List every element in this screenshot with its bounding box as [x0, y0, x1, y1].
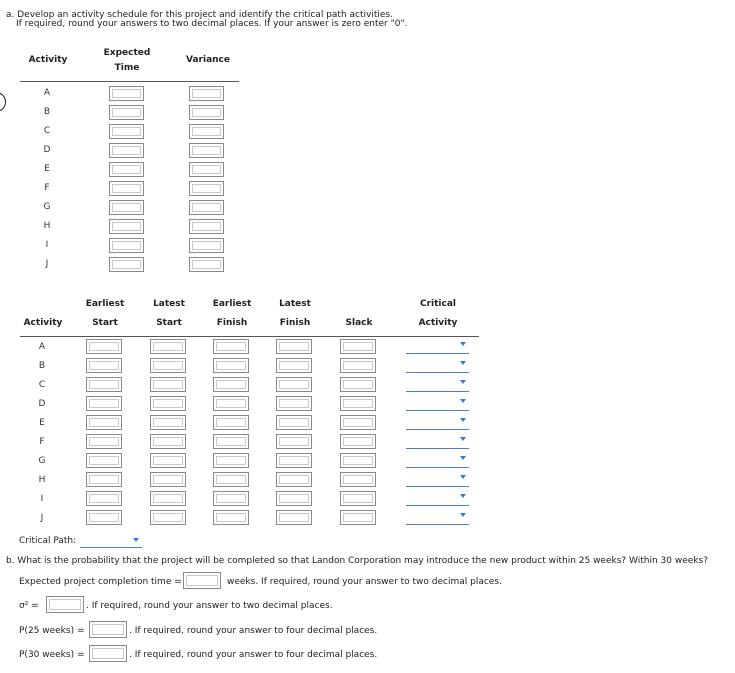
t2-activity-label: J	[40, 513, 44, 523]
t2-latest-start-input[interactable]	[150, 415, 186, 430]
t1-variance-input[interactable]	[189, 124, 224, 139]
t2-earliest-start-input[interactable]	[86, 453, 122, 468]
chevron-down-icon	[460, 494, 466, 498]
t2-latest-finish-input[interactable]	[276, 396, 312, 411]
t2-activity-label: C	[38, 380, 46, 390]
t1-activity-label: C	[43, 126, 51, 136]
t2-critical-activity-select[interactable]	[406, 454, 469, 468]
t1-variance-input[interactable]	[189, 257, 224, 272]
t2-slack-input[interactable]	[340, 472, 376, 487]
critical-path-select[interactable]	[80, 536, 142, 548]
chevron-down-icon	[133, 538, 139, 542]
t1-activity-label: J	[45, 259, 49, 269]
t1-expected-time-input[interactable]	[109, 181, 144, 196]
t1-expected-time-input[interactable]	[109, 162, 144, 177]
t2-activity-label: B	[38, 361, 46, 371]
part-a-title: a. Develop an activity schedule for this project and identify the critical path activities.	[6, 10, 393, 20]
critical-path-label: Critical Path:	[19, 536, 77, 546]
t2-latest-finish-input[interactable]	[276, 472, 312, 487]
t2-activity-label: H	[38, 475, 46, 485]
t2-critical-activity-select[interactable]	[406, 397, 469, 411]
t2-header-earliest-finish-2: Finish	[216, 318, 248, 328]
t1-header-variance: Variance	[186, 55, 230, 65]
t1-header-activity: Activity	[28, 55, 68, 65]
t1-activity-label: I	[45, 240, 49, 250]
t2-activity-label: D	[38, 399, 46, 409]
chevron-down-icon	[460, 437, 466, 441]
t1-expected-time-input[interactable]	[109, 124, 144, 139]
sigma-hint: . If required, round your answer to two decimal places.	[86, 601, 333, 611]
t1-expected-time-input[interactable]	[109, 257, 144, 272]
t1-expected-time-input[interactable]	[109, 86, 144, 101]
t2-slack-input[interactable]	[340, 358, 376, 373]
t2-latest-finish-input[interactable]	[276, 434, 312, 449]
t1-variance-input[interactable]	[189, 181, 224, 196]
t2-earliest-start-input[interactable]	[86, 377, 122, 392]
t1-variance-input[interactable]	[189, 200, 224, 215]
t1-activity-label: D	[43, 145, 51, 155]
t2-critical-activity-select[interactable]	[406, 473, 469, 487]
t2-earliest-start-input[interactable]	[86, 510, 122, 525]
t2-header-slack: Slack	[345, 318, 373, 328]
t2-earliest-finish-input[interactable]	[213, 453, 249, 468]
p25-label: P(25 weeks) =	[19, 626, 85, 636]
t1-variance-input[interactable]	[189, 86, 224, 101]
t2-earliest-finish-input[interactable]	[213, 377, 249, 392]
t2-header-latest-finish-1: Latest	[279, 299, 311, 309]
t2-slack-input[interactable]	[340, 434, 376, 449]
t2-critical-activity-select[interactable]	[406, 511, 469, 525]
part-a-instructions: If required, round your answers to two decimal places. If your answer is zero enter "0".	[16, 19, 408, 29]
t2-critical-activity-select[interactable]	[406, 340, 469, 354]
t2-earliest-start-input[interactable]	[86, 434, 122, 449]
t2-earliest-start-input[interactable]	[86, 472, 122, 487]
p25-hint: . If required, round your answer to four decimal places.	[129, 626, 378, 636]
t2-earliest-finish-input[interactable]	[213, 396, 249, 411]
t2-earliest-finish-input[interactable]	[213, 358, 249, 373]
p30-input[interactable]	[89, 645, 127, 662]
t2-earliest-start-input[interactable]	[86, 396, 122, 411]
chevron-down-icon	[460, 380, 466, 384]
t2-earliest-finish-input[interactable]	[213, 491, 249, 506]
sigma-label: σ² =	[19, 601, 39, 611]
chevron-down-icon	[460, 418, 466, 422]
t2-earliest-finish-input[interactable]	[213, 510, 249, 525]
t1-variance-input[interactable]	[189, 143, 224, 158]
t2-header-latest-start-2: Start	[156, 318, 182, 328]
t2-header-earliest-finish-1: Earliest	[212, 299, 252, 309]
chevron-down-icon	[460, 513, 466, 517]
t1-expected-time-input[interactable]	[109, 238, 144, 253]
t2-slack-input[interactable]	[340, 415, 376, 430]
chevron-down-icon	[460, 456, 466, 460]
t1-header-rule	[20, 81, 239, 82]
t2-critical-activity-select[interactable]	[406, 435, 469, 449]
chevron-down-icon	[460, 361, 466, 365]
t1-header-expected: Expected	[103, 48, 151, 58]
t2-slack-input[interactable]	[340, 377, 376, 392]
chevron-down-icon	[460, 399, 466, 403]
t2-latest-finish-input[interactable]	[276, 491, 312, 506]
t1-activity-label: H	[43, 221, 51, 231]
t2-latest-start-input[interactable]	[150, 491, 186, 506]
t2-earliest-start-input[interactable]	[86, 415, 122, 430]
chevron-down-icon	[460, 475, 466, 479]
t2-latest-finish-input[interactable]	[276, 377, 312, 392]
t1-activity-label: B	[43, 107, 51, 117]
t2-earliest-start-input[interactable]	[86, 491, 122, 506]
t2-earliest-finish-input[interactable]	[213, 415, 249, 430]
t2-latest-finish-input[interactable]	[276, 358, 312, 373]
t1-activity-label: G	[43, 202, 51, 212]
t2-activity-label: G	[38, 456, 46, 466]
p30-label: P(30 weeks) =	[19, 650, 85, 660]
t2-latest-start-input[interactable]	[150, 377, 186, 392]
t2-latest-start-input[interactable]	[150, 472, 186, 487]
left-edge-circle-icon	[0, 92, 6, 112]
t2-latest-finish-input[interactable]	[276, 339, 312, 354]
p25-input[interactable]	[89, 621, 127, 638]
t2-header-earliest-start-1: Earliest	[85, 299, 125, 309]
t2-critical-activity-select[interactable]	[406, 492, 469, 506]
completion-hint: weeks. If required, round your answer to two decimal places.	[227, 577, 502, 587]
t2-critical-activity-select[interactable]	[406, 359, 469, 373]
t2-earliest-finish-input[interactable]	[213, 339, 249, 354]
t2-slack-input[interactable]	[340, 339, 376, 354]
sigma-input[interactable]	[46, 596, 84, 613]
t1-activity-label: F	[44, 183, 50, 193]
t2-latest-start-input[interactable]	[150, 434, 186, 449]
completion-input[interactable]	[183, 572, 221, 589]
t1-expected-time-input[interactable]	[109, 143, 144, 158]
t1-variance-input[interactable]	[189, 162, 224, 177]
t2-activity-label: I	[40, 494, 44, 504]
t2-earliest-finish-input[interactable]	[213, 434, 249, 449]
p30-hint: . If required, round your answer to four decimal places.	[129, 650, 378, 660]
t2-earliest-start-input[interactable]	[86, 339, 122, 354]
t2-slack-input[interactable]	[340, 510, 376, 525]
t2-latest-start-input[interactable]	[150, 396, 186, 411]
t1-variance-input[interactable]	[189, 219, 224, 234]
t2-slack-input[interactable]	[340, 453, 376, 468]
t2-critical-activity-select[interactable]	[406, 416, 469, 430]
t1-variance-input[interactable]	[189, 238, 224, 253]
t2-latest-finish-input[interactable]	[276, 510, 312, 525]
chevron-down-icon	[460, 342, 466, 346]
t2-latest-finish-input[interactable]	[276, 415, 312, 430]
part-b-question: b. What is the probability that the project will be completed so that Landon Corporation may introduce the new product within 25 weeks? Within 30 weeks?	[6, 556, 708, 566]
t2-header-latest-finish-2: Finish	[279, 318, 311, 328]
completion-label: Expected project completion time =	[19, 577, 182, 587]
t2-latest-finish-input[interactable]	[276, 453, 312, 468]
t2-latest-start-input[interactable]	[150, 453, 186, 468]
t2-header-activity: Activity	[23, 318, 63, 328]
t2-header-latest-start-1: Latest	[153, 299, 185, 309]
t2-activity-label: F	[39, 437, 45, 447]
t2-activity-label: E	[39, 418, 45, 428]
t2-latest-start-input[interactable]	[150, 339, 186, 354]
t2-earliest-finish-input[interactable]	[213, 472, 249, 487]
t1-activity-label: E	[44, 164, 50, 174]
t1-expected-time-input[interactable]	[109, 200, 144, 215]
t2-header-critical-1: Critical	[419, 299, 456, 309]
t1-expected-time-input[interactable]	[109, 219, 144, 234]
t2-header-rule	[20, 336, 479, 337]
t2-earliest-start-input[interactable]	[86, 358, 122, 373]
t1-header-time: Time	[114, 63, 140, 73]
t2-latest-start-input[interactable]	[150, 358, 186, 373]
t2-slack-input[interactable]	[340, 491, 376, 506]
t2-latest-start-input[interactable]	[150, 510, 186, 525]
t2-critical-activity-select[interactable]	[406, 378, 469, 392]
t2-slack-input[interactable]	[340, 396, 376, 411]
t1-expected-time-input[interactable]	[109, 105, 144, 120]
t2-header-critical-2: Activity	[418, 318, 458, 328]
t2-activity-label: A	[38, 342, 46, 352]
t1-activity-label: A	[43, 88, 51, 98]
t1-variance-input[interactable]	[189, 105, 224, 120]
t2-header-earliest-start-2: Start	[92, 318, 118, 328]
